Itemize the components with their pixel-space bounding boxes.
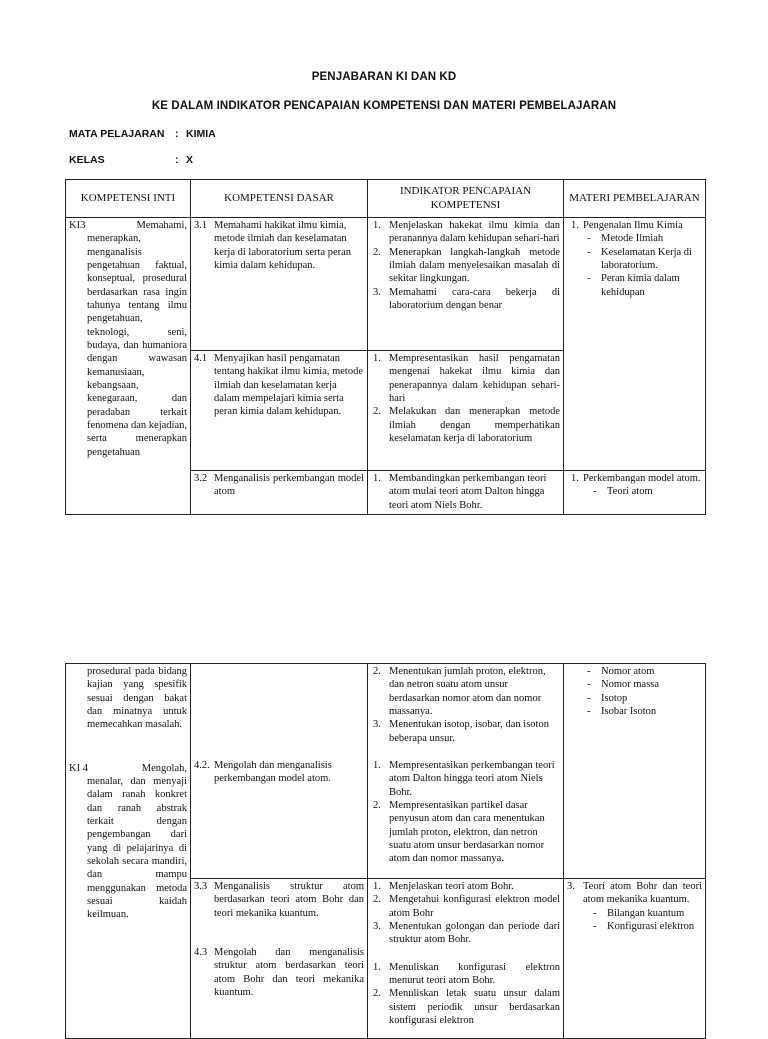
materi-2-cell: [564, 471, 706, 515]
meta-subject: [69, 128, 216, 140]
list-item: - Nomor atom: [587, 666, 655, 677]
ipk-3-1-cell: [368, 218, 564, 351]
list-item: - Keselamatan Kerja di laboratorium.: [587, 246, 692, 271]
kd-number: 3.2: [194, 473, 208, 484]
kd-4-1-cell: [191, 351, 368, 471]
list-item: - Konfigurasi elektron: [593, 920, 695, 932]
list-item: - Isobar Isoton: [587, 705, 657, 717]
meta-value: X: [186, 154, 194, 166]
ki3-first-word: Memahami,: [136, 220, 187, 231]
meta-value: KIMIA: [186, 128, 216, 140]
kd-4-2-cell: [191, 664, 368, 879]
header-ipk: INDIKATOR PENCAPAIAN KOMPETENSI: [368, 180, 564, 218]
ki3-label: KI3: [69, 220, 86, 231]
kd-number: 4.3: [194, 946, 208, 958]
materi-title: Teori atom Bohr dan teori atom mekanika kuantum.: [583, 881, 702, 906]
list-item: - Isotop: [587, 692, 628, 704]
meta-label: MATA PELAJARAN: [69, 128, 165, 140]
kd-text: Menganalisis perkembangan model atom: [214, 473, 364, 498]
list-item: 2. Mempresentasikan partikel dasar penyusun atom dan cara menentukan jumlah proton, elektron, dan netron suatu atom unsur berdasarkan nomor atom dan nomor massanya.: [373, 799, 545, 865]
ipk-continued-cell: [368, 664, 564, 879]
ipk-4-1-cell: [368, 351, 564, 471]
ki4-first-word: Mengolah,: [141, 762, 187, 774]
kd-number: 4.2.: [194, 760, 210, 771]
ki-continued-cell: [66, 664, 191, 1039]
materi-3-cell: [564, 879, 706, 1039]
ki4-text: menalar, dan menyaji dalam ranah konkret dan ranah abstrak terkait dengan pengembangan dari yang di pelajarinya di sekolah secara mandiri, dan mampu menggunakan metoda sesuai kaidah keilmuan.: [87, 775, 187, 921]
list-item: 1. Mempresentasikan hasil pengamatan mengenai hakekat ilmu kimia dan penerapannya dalam kehidupan sehari-hari: [373, 353, 560, 404]
kd-text: Mengolah dan menganalisis struktur atom berdasarkan teori atom Bohr dan teori mekanika kuantum.: [214, 946, 364, 998]
materi-continued-cell: [564, 664, 706, 879]
competency-table-page2: [65, 663, 706, 1039]
meta-class: [69, 154, 193, 166]
document-title: PENJABARAN KI DAN KD: [311, 71, 457, 83]
list-item: - Teori atom: [593, 486, 653, 498]
header-kd: KOMPETENSI DASAR: [191, 180, 368, 218]
list-item: 3. Menentukan isotop, isobar, dan isoton beberapa unsur.: [373, 719, 549, 744]
ki3-text: menerapkan, menganalisis pengetahuan faktual, konseptual, prosedural berdasarkan rasa ingin tahunya tentang ilmu pengetahuan, teknologi, seni, budaya, dan humaniora dengan wawasan kemanusiaan, kebangsaan, kenegaraan, dan peradaban terkait fenomena dan kejadian, serta menerapkan pengetahuan: [87, 233, 187, 458]
list-item: 2. Menuliskan letak suatu unsur dalam sistem periodik unsur berdasarkan konfigurasi elektron: [373, 988, 560, 1026]
kd-number: 4.1: [194, 353, 208, 364]
materi-number: 1.: [571, 220, 579, 231]
list-item: 2. Menerapkan langkah-langkah metode ilmiah dalam menyelesaikan masalah di sekitar lingkungan.: [373, 246, 560, 285]
kd-text: Memahami hakikat ilmu kimia, metode ilmiah dan keselamatan kerja di laboratorium serta peran kimia dalam kehidupan.: [214, 220, 352, 271]
list-item: 2. Menentukan jumlah proton, elektron, dan netron suatu atom unsur berdasarkan nomor atom dan nomor massanya.: [373, 666, 546, 717]
list-item: 1. Mempresentasikan perkembangan teori atom Dalton hingga teori atom Niels Bohr.: [373, 759, 555, 798]
list-item: - Peran kimia dalam kehidupan: [587, 273, 680, 298]
ipk-3-2-cell: [368, 471, 564, 515]
list-item: 2. Melakukan dan menerapkan metode ilmiah dengan memperhatikan keselamatan kerja di laboratorium: [373, 406, 560, 444]
materi-1-cell: [564, 218, 706, 471]
kd-3-1-cell: [191, 218, 368, 351]
list-item: - Metode Ilmiah: [587, 233, 664, 245]
header-materi: MATERI PEMBELAJARAN: [564, 180, 706, 218]
competency-table-page1: [65, 179, 706, 515]
document-subtitle: KE DALAM INDIKATOR PENCAPAIAN KOMPETENSI DAN MATERI PEMBELAJARAN: [151, 100, 617, 112]
kd-number: 3.3: [194, 881, 208, 892]
list-item: 1. Menjelaskan hakekat ilmu kimia dan peranannya dalam kehidupan sehari-hari: [373, 220, 560, 245]
list-item: 1. Menjelaskan teori atom Bohr.: [373, 881, 514, 892]
materi-number: 3.: [567, 881, 575, 892]
kd-number: 3.1: [194, 220, 208, 231]
materi-title: Pengenalan Ilmu Kimia: [583, 220, 683, 231]
list-item: 3. Memahami cara-cara bekerja di laboratorium dengan benar: [373, 286, 560, 311]
meta-colon: :: [175, 128, 179, 140]
meta-colon: :: [175, 154, 179, 166]
ki3-continued: prosedural pada bidang kajian yang spesifik sesuai dengan bakat dan minatnya untuk memecahkan masalah.: [87, 666, 187, 731]
ipk-3-3-4-3-cell: [368, 879, 564, 1039]
header-ki: KOMPETENSI INTI: [66, 180, 191, 218]
list-item: - Nomor massa: [587, 679, 660, 691]
list-item: 1. Membandingkan perkembangan teori atom mulai teori atom Dalton hingga teori atom Niels Bohr.: [373, 473, 547, 511]
list-item: 3. Menentukan golongan dan periode dari struktur atom Bohr.: [373, 920, 560, 946]
kd-text: Menganalisis struktur atom berdasarkan teori atom Bohr dan teori mekanika kuantum.: [214, 881, 364, 919]
materi-number: 1.: [571, 473, 579, 484]
kd-3-2-cell: [191, 471, 368, 515]
ki4-label: KI 4: [69, 762, 88, 774]
meta-label: KELAS: [69, 154, 105, 166]
materi-title: Perkembangan model atom.: [583, 473, 701, 484]
kd-3-3-4-3-cell: [191, 879, 368, 1039]
kd-text: Mengolah dan menganalisis perkembangan model atom.: [214, 760, 332, 785]
list-item: 1. Menuliskan konfigurasi elektron menurut teori atom Bohr.: [373, 961, 560, 986]
list-item: 2. Mengetahui konfigurasi elektron model atom Bohr: [373, 894, 560, 919]
ki3-cell: [66, 218, 191, 515]
list-item: - Bilangan kuantum: [593, 907, 685, 919]
kd-text: Menyajikan hasil pengamatan tentang hakikat ilmu kimia, metode ilmiah dan keselamatan kerja dalam mempelajari kimia serta peran kimia dalam kehidupan.: [214, 353, 364, 418]
